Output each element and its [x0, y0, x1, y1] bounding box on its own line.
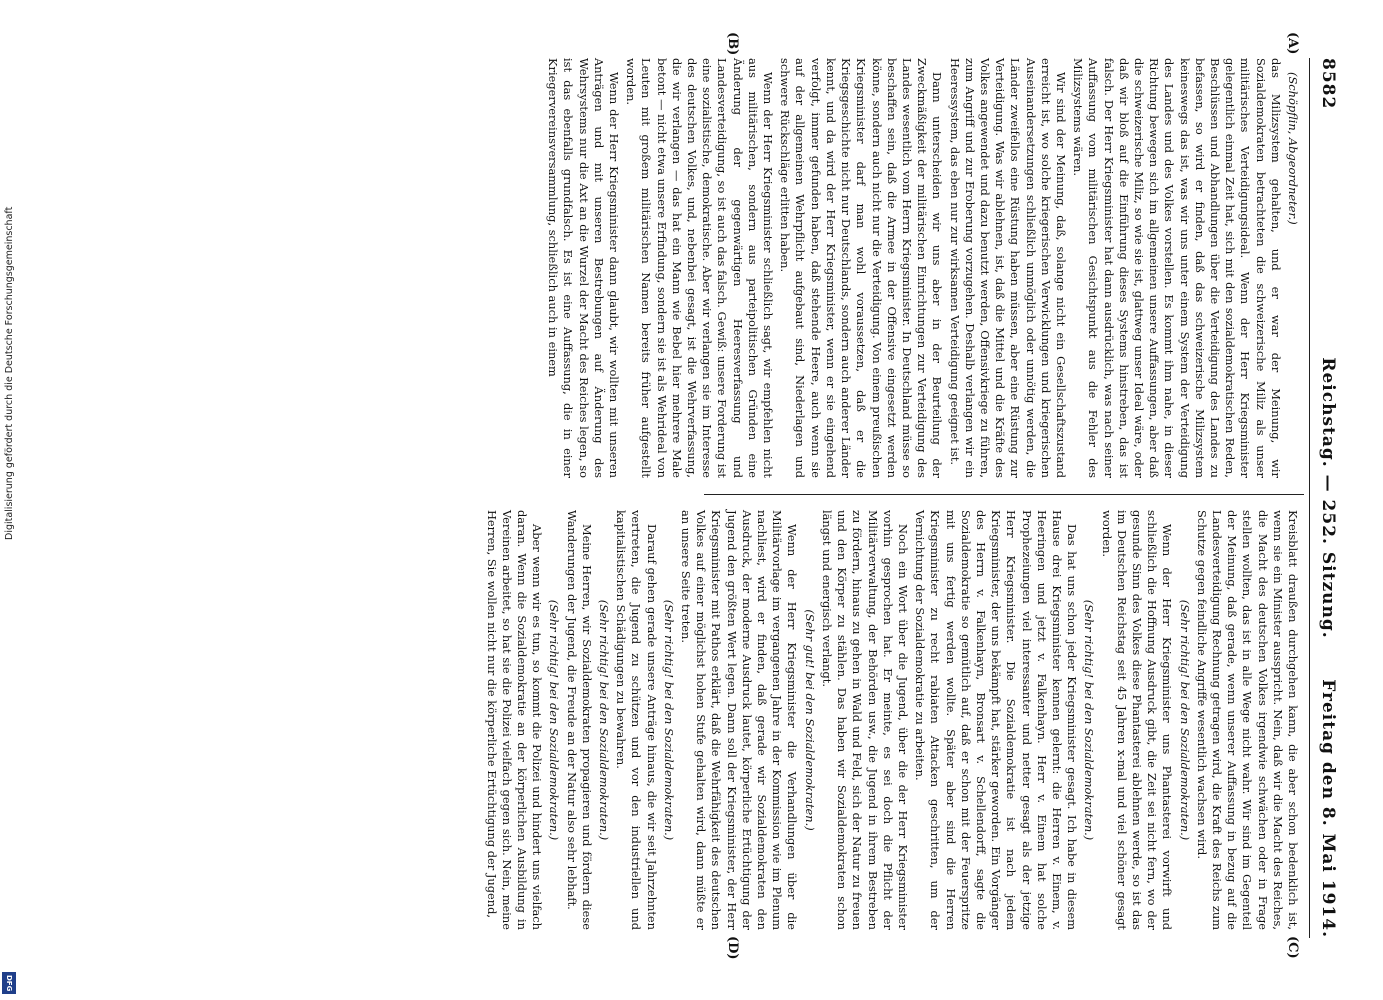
interjection: (Sehr richtig! bei den Sozialdemokraten.) — [1082, 599, 1097, 841]
session-date: Freitag den 8. Mai 1914. — [1318, 679, 1338, 938]
left-column — [543, 58, 1300, 478]
interjection: (Sehr richtig! bei den Sozialdemokraten.) — [661, 599, 676, 841]
column-divider — [704, 494, 1304, 495]
margin-mark-b: (B) — [725, 32, 740, 56]
paragraph: Wenn der Herr Kriegsminister die Verhandlungen über die Militärvorlage im vergangenen Jahre in der Kommission wie im Plenum nachliest, wird er finden, daß gerade wir Sozialdemokraten den Ausdruck, der moderne Ausdruck lautet, körperliche Ertüchtigung der Jugend den größten Wert legen. Dann soll der Kriegsminister, der Herr Kriegsminister mit Pathos erklärt, daß die Wehrfähigkeit des deutschen Volkes auf einer möglichst hohen Stufe gehalten wird, dann müßte er an unsere Seite treten. — [679, 510, 800, 930]
rotated-page — [50, 32, 1340, 960]
session-title: Reichstag. — 252. Sitzung. — [1318, 357, 1338, 639]
paragraph: Kreisblatt draußen durchgehen kann, die aber schon bedenklich ist, wenn sie ein Minister ausspricht. Nein, daß wir die Macht des Reiches, die Macht des deutschen Volkes irgendwie schwächen oder in Frage stellen wollten, das ist in alle Wege nicht wahr. Wir sind im Gegenteil der Meinung, daß gerade, wenn unserer Auffassung in bezug auf die Landesverteidigung Rechnung getragen wird, die Kraft des Reichs zum Schutze gegen feindliche Angriffe wesentlich wachsen wird. — [1194, 510, 1300, 930]
margin-mark-d: (D) — [725, 936, 740, 960]
paragraph: Meine Herren, wir Sozialdemokraten propagieren und fördern diese Wanderungen der Jugend, die Freude an der Natur also sehr lebhaft. — [564, 510, 594, 930]
interjection: (Sehr richtig! bei den Sozialdemokraten.) — [597, 599, 612, 841]
paragraph: Das hat uns schon jeder Kriegsminister gesagt. Ich habe in diesem Hause drei Kriegsminister kennen gelernt: die Herren v. Einem, v. Heeringen und jetzt v. Falkenhayn. Herr v. Einem hat solche Prophezeiungen viel interessanter und netter gesagt als der jetzige Herr Kriegsminister. Die Sozialdemokratie ist nach jedem Kriegsminister, der uns bekämpft hat, stärker geworden. Ein Vorgänger des Herrn v. Falkenhayn, Bronsart v. Schellendorff, sagte die Sozialdemokratie so gemütlich auf, daß er schon mit der Feuerspritze mit uns fertig werden wollte. Später aber sind die Herren Kriegsminister zu recht rabiaten Attacken geschritten, um der Vernichtung der Sozialdemokratie zu arbeiten. — [913, 510, 1080, 930]
interjection: (Sehr richtig! bei den Sozialdemokraten.) — [547, 599, 562, 841]
paragraph: Noch ein Wort über die Jugend, über die der Herr Kriegsminister vorhin gesprochen hat. Er meinte, es sei doch die Pflicht der Militärverwaltung, der Behörden usw., die Jugend in ihrem Bestreben zu fördern, hinaus zu gehen in Wald und Feld, sich der Natur zu freuen und den Körper zu stählen. Das haben wir Sozialdemokraten schon längst und energisch verlangt. — [819, 510, 910, 930]
digitization-credit: Digitalisierung gefördert durch die Deutsche Forschungsgemeinschaft — [4, 206, 15, 540]
speaker-label: (Schöpflin, Abgeordneter.) — [1286, 72, 1300, 225]
paragraph: Wir sind der Meinung, daß, solange nicht ein Gesellschaftszustand erreicht ist, wo solche kriegerischen Verwicklungen und kriegerischen Auseinandersetzungen schließlich unmöglich oder unnötig werden, die Länder zweifellos eine Rüstung haben müssen, aber eine Rüstung zur Verteidigung. Was wir ablehnen, ist, daß die Mittel und die Kräfte des Volkes angewendet und dazu benutzt werden, Offensivkriege zu führen, zum Angriff und zur Eroberung vorzugehen. Deshalb verlangen wir ein Heeressystem, das eben nur zur wirksamen Verteidigung geeignet ist. — [947, 58, 1068, 478]
interjection: (Sehr richtig! bei den Sozialdemokraten.) — [1177, 599, 1192, 841]
paragraph: Dann unterscheiden wir uns aber in der Beurteilung der Zweckmäßigkeit der militärischen Einrichtungen zur Verteidigung des Landes wesentlich vom Herrn Kriegsminister. In Deutschland müsse so beschaffen sein, daß die Armee in der Offensive eingesetzt werden könne, sondern auch nicht nur die Verteidigung. Von einem preußischen Kriegsminister darf man wohl voraussetzen, daß er die Kriegsgeschichte nicht nur Deutschlands, sondern auch anderer Länder kennt, und da wird der Herr Kriegsminister, wenn er sie eingehend verfolgt, immer gefunden haben, daß stehende Heere, auch wenn sie auf der allgemeinen Wehrpflicht aufgebaut sind, Niederlagen und schwere Rückschläge erlitten haben. — [778, 58, 945, 478]
paragraph: das Milizsystem gehalten, und er war der Meinung, wir Sozialdemokraten betrachteten die schweizerische Miliz als unser militärisches Verteidigungsideal. Wenn der Herr Kriegsminister gelegentlich einmal Zeit hat, sich mit den sozialdemokratischen Reden, Beschlüssen und Abhandlungen über die Verteidigung des Landes zu befassen, so wird er finden, daß das schweizerische Milizsystem keineswegs das ist, was wir uns unter einem System der Verteidigung des Landes und des Volkes vorstellen. Es kommt ihm nahe, in dieser Richtung bewegen sich im allgemeinen unsere Auffassungen, aber daß die schweizerische Miliz, so wie sie ist, glattweg unser Ideal wäre, oder daß wir bloß auf die Einführung dieses Systems hinstreben, das ist falsch. Der Herr Kriegsminister hat dann ausdrücklich, was nach seiner Auffassung vom militärischen Gesichtspunkt aus die Fehler des Milizsystems wären. — [1071, 58, 1283, 478]
page-number: 8582 — [1318, 58, 1338, 110]
margin-mark-a: (A) — [1285, 32, 1300, 55]
page-header — [1309, 58, 1340, 938]
paragraph: Wenn der Herr Kriegsminister schließlich sagt, wir empfehlen nicht aus militärischen, sondern aus parteipolitischen Gründen eine Änderung der gegenwärtigen Heeresverfassung und Landesverteidigung, so ist auch das falsch. Gewiß: unsere Forderung ist eine sozialistische, demokratische. Aber wir verlangen sie im Interesse des deutschen Volkes, und, nebenbei gesagt, ist die Wehrverfassung, die wir verlangen — das hat ein Mann wie Bebel hier mehrere Male betont — nicht etwa unsere Erfindung, sondern sie ist als Wehrideal von Leuten mit großem militärischen Namen bereits früher aufgestellt worden. — [624, 58, 776, 478]
paragraph: Aber wenn wir es tun, so kommt die Polizei und hindert uns vielfach daran. Wenn die Sozialdemokratie an der körperlichen Ausbildung in Vereinen arbeitet, so hat sie die Polizei vielfach gegen sich. Nein, meine Herren, Sie wollen nicht nur die körperliche Ertüchtigung der Jugend, — [484, 510, 545, 930]
dfg-logo: DFG — [2, 972, 16, 994]
paragraph: Darauf gehen gerade unsere Anträge hinaus, die wir seit Jahrzehnten vertreten, die Jugend zu schützen und vor den industriellen und kapitalistischen Schädigungen zu bewahren. — [614, 510, 659, 930]
interjection: (Sehr gut! bei den Sozialdemokraten.) — [802, 609, 817, 831]
paragraph: Wenn der Herr Kriegsminister uns Phantasterei vorwirft und schließlich die Hoffnung Ausdruck gibt, die Zeit sei nicht fern, wo der gesunde Sinn des Volkes diese Phantasterei ablehnen werde, so ist das im Deutschen Reichstag seit 45 Jahren x-mal und viel schöner gesagt worden. — [1099, 510, 1175, 930]
paragraph: Wenn der Herr Kriegsminister dann glaubt, wir wollten mit unseren Anträgen und mit unseren Bestrebungen auf Änderung des Wehrsystems nur die Axt an die Wurzel der Macht des Reiches legen, so ist das ebenfalls grundfalsch. Es ist eine Auffassung, die in einer Kriegervereinsversammlung, schließlich auch in einem — [546, 58, 622, 478]
margin-mark-c: (C) — [1285, 936, 1300, 959]
right-column — [481, 510, 1300, 930]
